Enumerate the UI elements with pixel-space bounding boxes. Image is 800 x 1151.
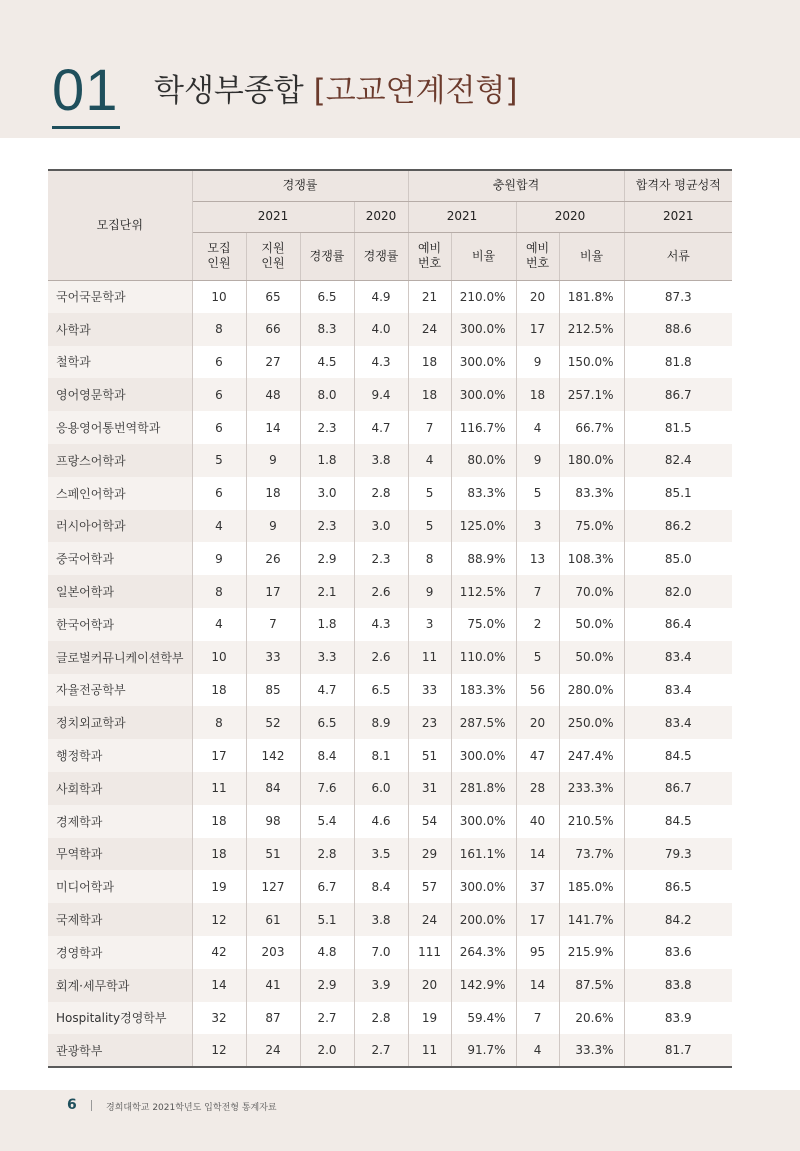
cell-ratio-2021: 142.9% [451,969,516,1002]
cell-unit: 응용영어통번역학과 [48,411,192,444]
cell-ratio-2021: 59.4% [451,1002,516,1035]
cell-rate-2021: 1.8 [300,444,354,477]
cell-rate-2021: 6.5 [300,280,354,313]
table-row [48,772,732,805]
cell-ratio-2020: 247.4% [559,739,624,772]
cell-recruit: 4 [192,510,246,543]
cell-ratio-2021: 300.0% [451,346,516,379]
table-row [48,411,732,444]
cell-wait-2020: 9 [516,444,559,477]
cell-applicants: 27 [246,346,300,379]
cell-ratio-2020: 50.0% [559,641,624,674]
cell-recruit: 4 [192,608,246,641]
cell-rate-2020: 6.5 [354,674,408,707]
footer-text: 경희대학교 2021학년도 입학전형 통계자료 [106,1103,277,1113]
cell-applicants: 14 [246,411,300,444]
cell-rate-2021: 2.0 [300,1034,354,1067]
cell-unit: 국어국문학과 [48,280,192,313]
cell-wait-2021: 54 [408,805,451,838]
cell-wait-2021: 57 [408,870,451,903]
cell-docs: 86.4 [664,617,692,632]
cell-ratio-2020: 150.0% [559,346,624,379]
table-row [48,674,732,707]
table-row [48,542,732,575]
cell-wait-2021: 19 [408,1002,451,1035]
cell-recruit: 8 [192,313,246,346]
cell-wait-2021: 111 [408,936,451,969]
cell-ratio-2020: 87.5% [559,969,624,1002]
cell-ratio-2020: 20.6% [559,1002,624,1035]
table-row [48,575,732,608]
cell-ratio-2021: 281.8% [451,772,516,805]
cell-wait-2020: 20 [516,706,559,739]
col-docs-header: 서류 [624,232,732,280]
cell-ratio-2020: 33.3% [559,1034,624,1067]
cell-docs: 83.8 [624,969,732,1002]
cell-applicants: 52 [246,706,300,739]
cell-recruit: 12 [192,903,246,936]
cell-wait-2020: 17 [516,313,559,346]
admission-stats-table [48,169,732,1068]
cell-rate-2021: 2.1 [300,575,354,608]
cell-docs: 82.0 [624,575,732,608]
cell-wait-2020: 56 [516,674,559,707]
cell-wait-2020: 3 [516,510,559,543]
table-row [48,346,732,379]
cell-unit: 사회학과 [48,772,192,805]
header-band [0,0,800,138]
cell-unit: 경영학과 [48,936,192,969]
cell-unit: 러시아어학과 [48,510,192,543]
col-rate-2021-header: 경쟁률 [300,232,354,280]
cell-rate-2020: 2.8 [354,477,408,510]
cell-docs: 81.8 [664,354,692,369]
table-row [48,706,732,739]
cell-rate-2021: 2.3 [300,411,354,444]
cell-docs: 81.7 [624,1034,732,1067]
cell-wait-2020: 13 [516,542,559,575]
table-row [48,805,732,838]
cell-applicants: 9 [246,510,300,543]
cell-unit: 정치외교학과 [48,706,192,739]
cell-ratio-2021: 112.5% [451,575,516,608]
cell-applicants: 61 [246,903,300,936]
table-row [48,870,732,903]
cell-wait-2021: 51 [408,739,451,772]
cell-recruit: 17 [192,739,246,772]
cell-ratio-2020: 75.0% [559,510,624,543]
cell-rate-2020: 4.3 [354,608,408,641]
cell-ratio-2021: 91.7% [451,1034,516,1067]
cell-ratio-2021: 75.0% [451,608,516,641]
cell-rate-2020: 3.5 [354,838,408,871]
cell-applicants: 84 [246,772,300,805]
cell-unit: 글로벌커뮤니케이션학부 [48,641,192,674]
cell-ratio-2021: 116.7% [451,411,516,444]
cell-rate-2021: 8.3 [300,313,354,346]
col-year-2021-additional: 2021 [408,201,516,232]
cell-rate-2021: 4.8 [300,936,354,969]
cell-unit: 경제학과 [48,805,192,838]
col-wait-2020-header: 예비 번호 [516,232,559,280]
section-number: 01 [52,58,119,123]
cell-docs: 82.4 [624,444,732,477]
cell-ratio-2021: 200.0% [451,903,516,936]
cell-unit: 자율전공학부 [48,674,192,707]
cell-applicants: 7 [246,608,300,641]
cell-ratio-2021: 83.3% [451,477,516,510]
col-additional-header: 충원합격 [408,170,624,201]
cell-rate-2021: 2.8 [300,838,354,871]
cell-wait-2020: 7 [516,575,559,608]
table-row [48,641,732,674]
cell-wait-2020: 5 [516,477,559,510]
cell-rate-2021: 3.3 [300,641,354,674]
cell-rate-2021: 6.7 [300,870,354,903]
cell-wait-2020: 20 [516,280,559,313]
col-year-2021-grade: 2021 [624,201,732,232]
cell-wait-2021: 24 [408,903,451,936]
cell-applicants: 26 [246,542,300,575]
table-row [48,313,732,346]
cell-recruit: 19 [192,870,246,903]
cell-docs: 88.6 [624,313,732,346]
table-row [48,280,732,313]
section-title [154,74,517,108]
table-row [48,1002,732,1035]
table-row [48,477,732,510]
cell-rate-2020: 2.6 [354,575,408,608]
cell-ratio-2021: 183.3% [451,674,516,707]
cell-recruit: 8 [192,575,246,608]
cell-ratio-2020: 70.0% [559,575,624,608]
col-year-2020-competition: 2020 [354,201,408,232]
cell-ratio-2020: 141.7% [559,903,624,936]
cell-wait-2020: 2 [516,608,559,641]
cell-wait-2021: 21 [408,280,451,313]
cell-wait-2020: 7 [516,1002,559,1035]
cell-wait-2020: 18 [516,378,559,411]
cell-rate-2020: 4.0 [354,313,408,346]
table-row [48,838,732,871]
cell-unit: 프랑스어학과 [48,444,192,477]
table-row [48,608,732,641]
cell-rate-2021: 6.5 [300,706,354,739]
cell-rate-2021: 2.7 [300,1002,354,1035]
cell-wait-2021: 9 [408,575,451,608]
cell-wait-2021: 11 [408,1034,451,1067]
cell-wait-2020: 37 [516,870,559,903]
cell-ratio-2020: 250.0% [559,706,624,739]
cell-wait-2021: 8 [408,542,451,575]
cell-docs: 85.1 [664,486,692,501]
cell-wait-2021: 3 [408,608,451,641]
cell-unit: 중국어학과 [48,542,192,575]
cell-ratio-2020: 181.8% [559,280,624,313]
header-row-1 [48,170,732,201]
cell-wait-2020: 95 [516,936,559,969]
cell-docs: 79.3 [624,838,732,871]
cell-wait-2020: 9 [516,346,559,379]
cell-recruit: 10 [192,641,246,674]
col-unit-header: 모집단위 [48,170,192,280]
cell-applicants: 33 [246,641,300,674]
table-row [48,903,732,936]
section-title-main: 학생부종합 [154,73,304,109]
cell-applicants: 17 [246,575,300,608]
cell-ratio-2020: 280.0% [559,674,624,707]
col-avg-grade-header: 합격자 평균성적 [624,170,732,201]
cell-rate-2020: 3.8 [354,903,408,936]
cell-ratio-2020: 66.7% [559,411,624,444]
cell-unit: 관광학부 [48,1034,192,1067]
cell-recruit: 6 [192,477,246,510]
col-year-2020-additional: 2020 [516,201,624,232]
cell-recruit: 6 [192,378,246,411]
cell-unit: 사학과 [48,313,192,346]
cell-rate-2021: 5.1 [300,903,354,936]
cell-recruit: 12 [192,1034,246,1067]
cell-docs: 86.5 [664,879,692,894]
cell-ratio-2021: 300.0% [451,378,516,411]
cell-rate-2021: 8.4 [300,739,354,772]
cell-recruit: 18 [192,838,246,871]
cell-ratio-2020: 257.1% [559,378,624,411]
table-row [48,739,732,772]
cell-recruit: 9 [192,542,246,575]
cell-docs: 81.5 [664,420,692,435]
cell-recruit: 32 [192,1002,246,1035]
cell-rate-2020: 2.8 [354,1002,408,1035]
cell-unit: 행정학과 [48,739,192,772]
cell-ratio-2020: 185.0% [559,870,624,903]
table-row [48,1034,732,1067]
cell-wait-2021: 24 [408,313,451,346]
cell-docs: 87.3 [664,289,692,304]
cell-wait-2021: 4 [408,444,451,477]
table-body [48,280,732,1067]
cell-wait-2021: 5 [408,477,451,510]
cell-ratio-2021: 210.0% [451,280,516,313]
cell-docs: 86.2 [624,510,732,543]
cell-applicants: 127 [246,870,300,903]
cell-ratio-2020: 233.3% [559,772,624,805]
cell-applicants: 65 [246,280,300,313]
cell-ratio-2020: 50.0% [559,608,624,641]
cell-docs: 84.5 [664,814,692,829]
cell-ratio-2021: 80.0% [451,444,516,477]
cell-wait-2021: 29 [408,838,451,871]
cell-applicants: 24 [246,1034,300,1067]
cell-unit: 철학과 [48,346,192,379]
col-ratio-2021-header: 비율 [451,232,516,280]
page-number: 6 [67,1097,77,1113]
cell-docs: 83.4 [624,641,732,674]
cell-wait-2021: 11 [408,641,451,674]
cell-rate-2021: 3.0 [300,477,354,510]
cell-recruit: 10 [192,280,246,313]
cell-rate-2021: 8.0 [300,378,354,411]
cell-applicants: 142 [246,739,300,772]
cell-rate-2020: 2.7 [354,1034,408,1067]
cell-applicants: 203 [246,936,300,969]
cell-docs: 84.5 [664,748,692,763]
cell-rate-2020: 6.0 [354,772,408,805]
cell-wait-2021: 33 [408,674,451,707]
cell-recruit: 14 [192,969,246,1002]
cell-rate-2020: 4.6 [354,805,408,838]
cell-rate-2020: 3.8 [354,444,408,477]
cell-applicants: 98 [246,805,300,838]
col-year-2021-competition: 2021 [192,201,354,232]
cell-rate-2021: 4.7 [300,674,354,707]
cell-docs: 83.6 [664,945,692,960]
cell-rate-2020: 4.9 [354,280,408,313]
cell-wait-2020: 28 [516,772,559,805]
cell-ratio-2020: 73.7% [559,838,624,871]
cell-docs: 83.4 [664,682,692,697]
cell-wait-2021: 20 [408,969,451,1002]
cell-unit: 회계·세무학과 [48,969,192,1002]
cell-rate-2020: 2.3 [354,542,408,575]
cell-wait-2020: 4 [516,1034,559,1067]
cell-recruit: 5 [192,444,246,477]
cell-recruit: 6 [192,346,246,379]
table-row [48,969,732,1002]
cell-ratio-2020: 212.5% [559,313,624,346]
cell-wait-2020: 40 [516,805,559,838]
cell-unit: 스페인어학과 [48,477,192,510]
cell-ratio-2021: 161.1% [451,838,516,871]
cell-unit: 일본어학과 [48,575,192,608]
cell-wait-2020: 4 [516,411,559,444]
col-competition-header: 경쟁률 [192,170,408,201]
col-rate-2020-header: 경쟁률 [354,232,408,280]
cell-recruit: 6 [192,411,246,444]
cell-ratio-2021: 300.0% [451,870,516,903]
cell-recruit: 42 [192,936,246,969]
cell-ratio-2020: 210.5% [559,805,624,838]
cell-wait-2020: 14 [516,838,559,871]
cell-wait-2020: 14 [516,969,559,1002]
table-row [48,936,732,969]
col-applicants-header: 지원 인원 [246,232,300,280]
cell-ratio-2021: 125.0% [451,510,516,543]
cell-recruit: 11 [192,772,246,805]
table-row [48,444,732,477]
cell-rate-2020: 8.4 [354,870,408,903]
cell-ratio-2020: 108.3% [559,542,624,575]
cell-rate-2020: 8.9 [354,706,408,739]
cell-rate-2021: 2.3 [300,510,354,543]
cell-wait-2021: 18 [408,378,451,411]
cell-ratio-2021: 287.5% [451,706,516,739]
cell-applicants: 85 [246,674,300,707]
cell-docs: 85.0 [664,551,692,566]
cell-recruit: 8 [192,706,246,739]
cell-recruit: 18 [192,674,246,707]
cell-wait-2021: 7 [408,411,451,444]
cell-rate-2021: 7.6 [300,772,354,805]
col-ratio-2020-header: 비율 [559,232,624,280]
section-title-bracket: [고교연계전형] [313,73,518,109]
cell-applicants: 41 [246,969,300,1002]
cell-docs: 83.9 [664,1010,692,1025]
section-number-underline [52,126,120,129]
cell-unit: 한국어학과 [48,608,192,641]
cell-rate-2020: 3.9 [354,969,408,1002]
cell-unit: 무역학과 [48,838,192,871]
cell-ratio-2020: 180.0% [559,444,624,477]
cell-ratio-2020: 83.3% [559,477,624,510]
cell-unit: 미디어학과 [48,870,192,903]
cell-wait-2021: 5 [408,510,451,543]
table-row [48,510,732,543]
cell-rate-2021: 2.9 [300,969,354,1002]
cell-wait-2020: 47 [516,739,559,772]
cell-unit: 국제학과 [48,903,192,936]
cell-applicants: 18 [246,477,300,510]
cell-ratio-2021: 300.0% [451,313,516,346]
cell-rate-2020: 8.1 [354,739,408,772]
cell-unit: Hospitality경영학부 [48,1002,192,1035]
cell-rate-2021: 5.4 [300,805,354,838]
cell-rate-2020: 4.7 [354,411,408,444]
cell-wait-2020: 5 [516,641,559,674]
col-recruit-header: 모집 인원 [192,232,246,280]
cell-wait-2021: 31 [408,772,451,805]
cell-ratio-2020: 215.9% [559,936,624,969]
cell-docs: 83.4 [624,706,732,739]
cell-recruit: 18 [192,805,246,838]
cell-applicants: 51 [246,838,300,871]
cell-docs: 84.2 [624,903,732,936]
cell-applicants: 87 [246,1002,300,1035]
cell-rate-2020: 3.0 [354,510,408,543]
cell-docs: 86.7 [624,772,732,805]
cell-ratio-2021: 300.0% [451,805,516,838]
cell-ratio-2021: 110.0% [451,641,516,674]
cell-rate-2020: 4.3 [354,346,408,379]
cell-applicants: 9 [246,444,300,477]
cell-rate-2020: 2.6 [354,641,408,674]
cell-applicants: 48 [246,378,300,411]
cell-wait-2020: 17 [516,903,559,936]
cell-rate-2020: 9.4 [354,378,408,411]
table-row [48,378,732,411]
cell-docs: 86.7 [624,378,732,411]
cell-wait-2021: 23 [408,706,451,739]
cell-rate-2020: 7.0 [354,936,408,969]
cell-ratio-2021: 264.3% [451,936,516,969]
cell-wait-2021: 18 [408,346,451,379]
cell-applicants: 66 [246,313,300,346]
cell-ratio-2021: 300.0% [451,739,516,772]
footer-separator [91,1100,92,1111]
cell-rate-2021: 4.5 [300,346,354,379]
cell-unit: 영어영문학과 [48,378,192,411]
cell-ratio-2021: 88.9% [451,542,516,575]
cell-rate-2021: 2.9 [300,542,354,575]
col-wait-2021-header: 예비 번호 [408,232,451,280]
cell-rate-2021: 1.8 [300,608,354,641]
